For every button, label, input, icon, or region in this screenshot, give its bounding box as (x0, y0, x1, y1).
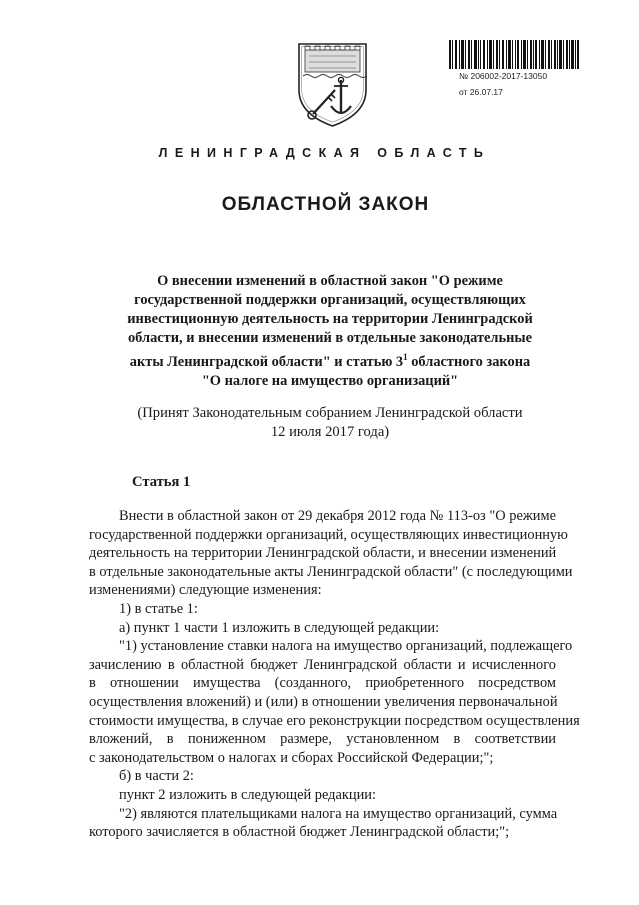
title-line: О внесении изменений в областной закон "О режиме (157, 273, 503, 289)
body-line: государственной поддержки организаций, осуществляющих инвестиционную (89, 526, 568, 543)
body-line: которого зачисляется в областной бюджет Ленинградской области;"; (89, 824, 510, 841)
body-line: изменениями) следующие изменения: (89, 582, 322, 599)
title-line: "О налоге на имущество организаций" (201, 372, 459, 389)
coat-of-arms-emblem (295, 40, 370, 128)
title-line: государственной поддержки организаций, осуществляющих (134, 292, 526, 308)
adoption-note (100, 404, 560, 442)
adoption-line: 12 июля 2017 года) (270, 424, 390, 440)
barcode (449, 40, 580, 69)
body-line: Внести в областной закон от 29 декабря 2012 года № 113-оз "О режиме (119, 508, 556, 524)
region-name: ЛЕНИНГРАДСКАЯ ОБЛАСТЬ (158, 146, 491, 160)
registration-date: от 26.07.17 (459, 87, 503, 97)
title-superscript: 1 (403, 352, 408, 362)
body-line: вложений, в пониженном размере, установленном в соответствии (89, 731, 556, 748)
title-line-text: акты Ленинградской области" и статью 3 (129, 353, 404, 370)
title-line-text: областного закона (407, 353, 531, 370)
adoption-line: (Принят Законодательным собранием Ленинградской области (137, 405, 523, 421)
document-type-heading: ОБЛАСТНОЙ ЗАКОН (221, 194, 430, 215)
body-line: деятельность на территории Ленинградской области, и внесении изменений (89, 545, 557, 562)
body-line: с законодательством о налогах и сборах Российской Федерации;"; (89, 749, 494, 766)
title-line (100, 348, 560, 372)
body-line: б) в части 2: (119, 768, 194, 785)
body-line: пункт 2 изложить в следующей редакции: (119, 786, 376, 803)
body-line: а) пункт 1 части 1 изложить в следующей редакции: (119, 619, 440, 636)
title-line: области, и внесении изменений в отдельные законодательные (127, 330, 532, 346)
registration-number: № 206002-2017-13050 (459, 71, 548, 81)
article-body (89, 507, 580, 842)
body-line: "1) установление ставки налога на имущество организаций, подлежащего (119, 638, 573, 655)
article-heading: Статья 1 (132, 474, 191, 490)
law-title (100, 272, 560, 391)
body-line: в отношении имущества (созданного, приобретенного посредством (89, 675, 556, 692)
title-line: инвестиционную деятельность на территории Ленинградской (127, 311, 533, 327)
body-line: 1) в статье 1: (119, 600, 198, 617)
body-line: стоимости имущества, в случае его реконструкции посредством осуществления (89, 712, 580, 729)
body-line: зачислению в областной бюджет Ленинградской области и исчисленного (89, 656, 556, 673)
body-line: осуществления вложений) и (или) в отношении увеличения первоначальной (89, 693, 558, 710)
body-line: "2) являются плательщиками налога на имущество организаций, сумма (119, 805, 558, 822)
body-line: в отдельные законодательные акты Ленинградской области" (с последующими (89, 563, 573, 580)
